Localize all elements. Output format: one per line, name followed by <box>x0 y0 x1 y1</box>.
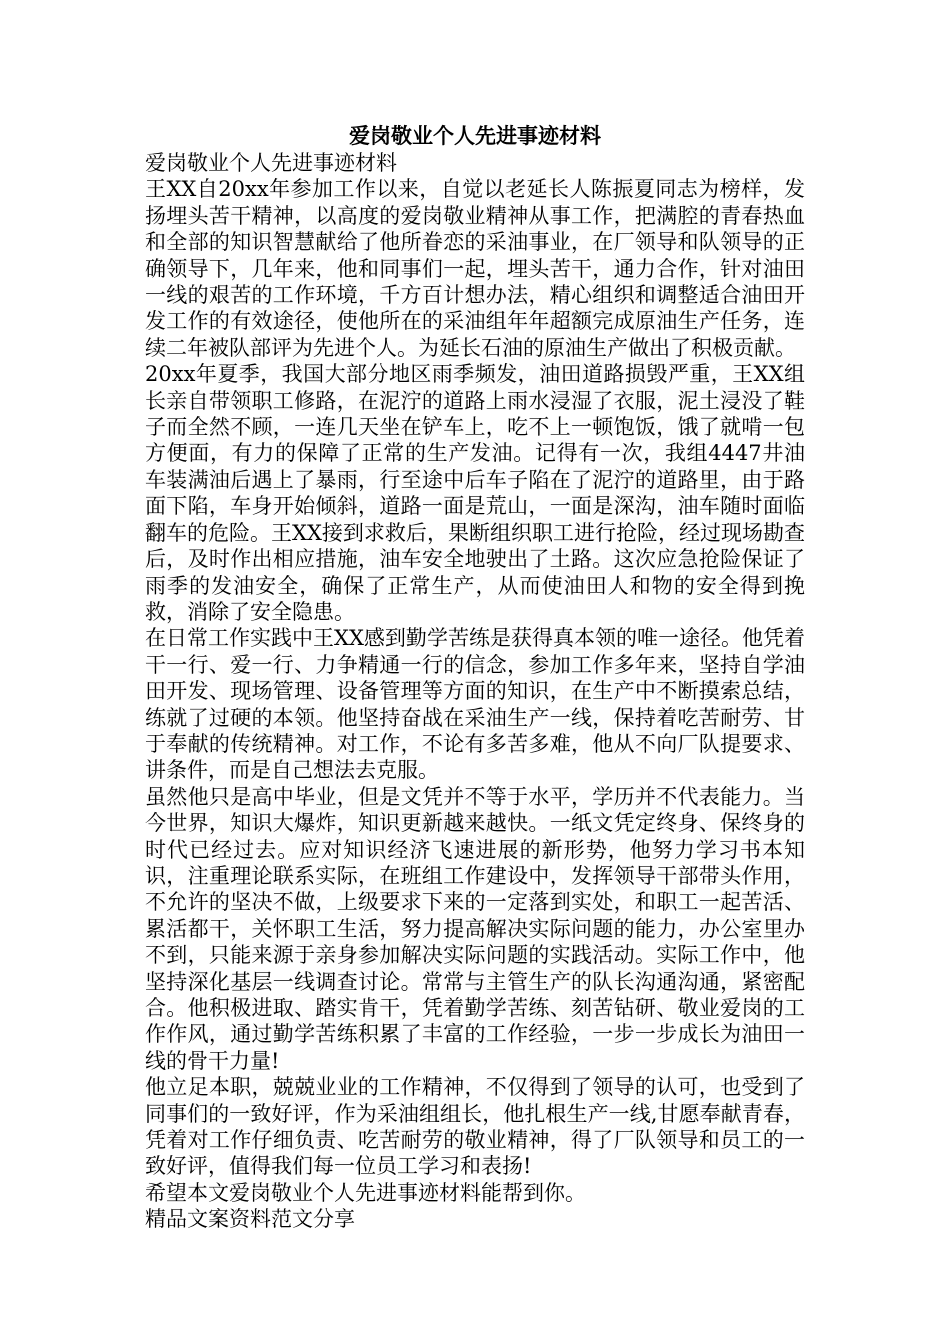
paragraph-closing: 希望本文爱岗敬业个人先进事迹材料能帮到你。 <box>145 1180 586 1205</box>
paragraph-rainy-season: 20xx年夏季，我国大部分地区雨季频发，油田道路损毁严重，王XX组长亲自带领职工修路，在泥泞的道路上雨水浸湿了衣服，泥土浸没了鞋子而全然不顾，一连几天坐在铲车上，吃不上一顿饱饭，饿了就啃一包方便面，有力的保障了正常的生产发油。记得有一次，我组4447井油车装满油后遇上了暴雨，行至途中后车子陷在了泥泞的道路里，由于路面下陷，车身开始倾斜，道路一面是荒山，一面是深沟，油车随时面临翻车的危险。王XX接到求救后，果断组织职工进行抢险，经过现场勘查后，及时作出相应措施，油车安全地驶出了土路。这次应急抢险保证了雨季的发油安全，确保了正常生产，从而使油田人和物的安全得到挽救，消除了安全隐患。 <box>145 362 805 624</box>
document-title: 爱岗敬业个人先进事迹材料 <box>349 124 601 148</box>
paragraph-intro: 王XX自20xx年参加工作以来，自觉以老延长人陈振夏同志为榜样，发扬埋头苦干精神，以高度的爱岗敬业精神从事工作，把满腔的青春热血和全部的知识智慧献给了他所眷恋的采油事业，在厂领导和队领导的正确领导下，几年来，他和同事们一起，埋头苦干，通力合作，针对油田一线的艰苦的工作环境，千方百计想办法，精心组织和调整适合油田开发工作的有效途径，使他所在的采油组年年超额完成原油生产任务，连续二年被队部评为先进个人。为延长石油的原油生产做出了积极贡献。 <box>145 177 805 360</box>
paragraph-recognition: 他立足本职，兢兢业业的工作精神，不仅得到了领导的认可，也受到了同事们的一致好评，作为采油组组长，他扎根生产一线,甘愿奉献青春，凭着对工作仔细负责、吃苦耐劳的敬业精神，得了厂队领导和员工的一致好评，值得我们每一位员工学习和表扬! <box>145 1075 805 1179</box>
paragraph-footer: 精品文案资料范文分享 <box>145 1207 355 1232</box>
document-subtitle: 爱岗敬业个人先进事迹材料 <box>145 151 397 175</box>
document-page <box>145 122 805 1233</box>
paragraph-daily-practice: 在日常工作实践中王XX感到勤学苦练是获得真本领的唯一途径。他凭着干一行、爱一行、力争精通一行的信念，参加工作多年来，坚持自学油田开发、现场管理、设备管理等方面的知识，在生产中不断摸索总结，练就了过硬的本领。他坚持奋战在采油生产一线，保持着吃苦耐劳、甘于奉献的传统精神。对工作，不论有多苦多难，他从不向厂队提要求、讲条件，而是自己想法去克服。 <box>145 626 805 783</box>
paragraph-education: 虽然他只是高中毕业，但是文凭并不等于水平，学历并不代表能力。当今世界，知识大爆炸，知识更新越来越快。一纸文凭定终身、保终身的时代已经过去。应对知识经济飞速进展的新形势，他努力学习书本知识，注重理论联系实际，在班组工作建设中，发挥领导干部带头作用，不允许的坚决不做，上级要求下来的一定落到实处，和职工一起苦活、累活都干，关怀职工生活，努力提高解决实际问题的能力，办公室里办不到，只能来源于亲身参加解决实际问题的实践活动。实际工作中，他坚持深化基层一线调查讨论。常常与主管生产的队长沟通沟通，紧密配合。他积极进取、踏实肯干，凭着勤学苦练、刻苦钻研、敬业爱岗的工作作风，通过勤学苦练积累了丰富的工作经验，一步一步成长为油田一线的骨干力量! <box>145 784 805 1073</box>
